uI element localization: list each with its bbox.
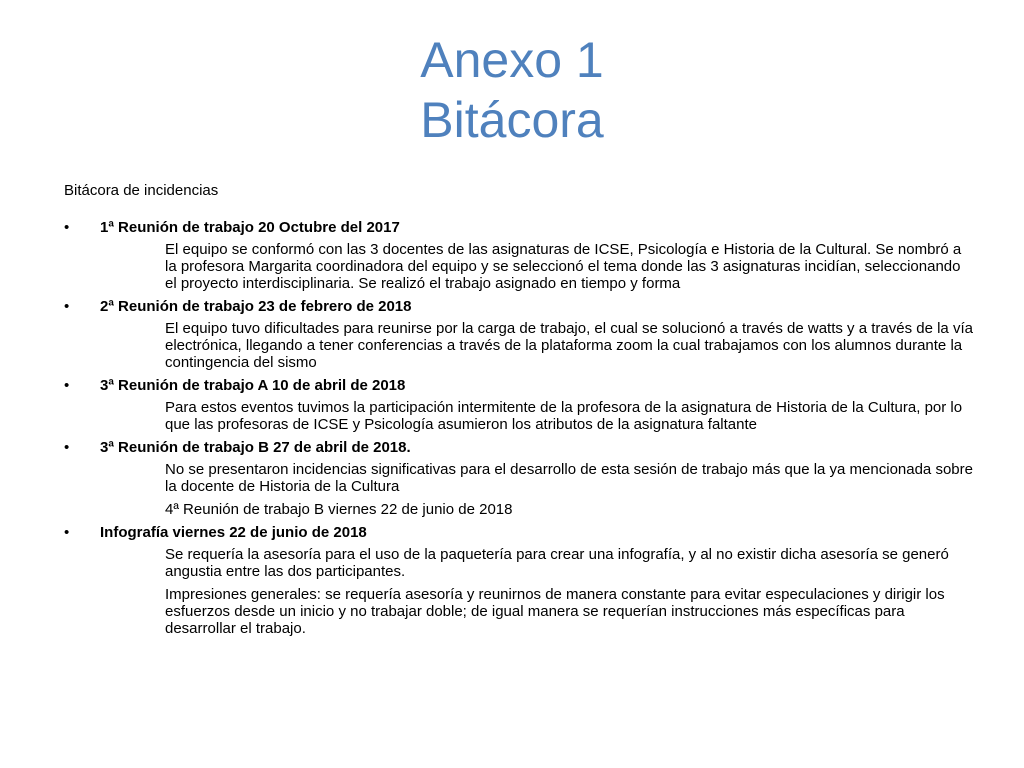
entry-heading	[64, 439, 974, 456]
title-line-1: Anexo 1	[420, 32, 604, 88]
entry-heading	[64, 298, 974, 315]
entry-heading-text: 2ª Reunión de trabajo 23 de febrero de 2018	[100, 298, 412, 315]
log-entry	[64, 439, 974, 518]
intro-text: Bitácora de incidencias	[64, 182, 219, 199]
entry-heading-text: 3ª Reunión de trabajo A 10 de abril de 2018	[100, 377, 406, 394]
entry-heading-text: 3ª Reunión de trabajo B 27 de abril de 2018.	[100, 439, 411, 456]
entry-paragraph: 4ª Reunión de trabajo B viernes 22 de junio de 2018	[165, 501, 513, 518]
bullet-icon: •	[64, 298, 70, 315]
bullet-icon: •	[64, 219, 70, 236]
entry-heading	[64, 524, 974, 541]
entry-paragraph: Se requería la asesoría para el uso de la paquetería para crear una infografía, y al no existir dicha asesoría se generó angustia entre las dos participantes.	[165, 546, 949, 580]
log-entry	[64, 219, 974, 292]
entry-heading	[64, 219, 974, 236]
entry-paragraph: El equipo se conformó con las 3 docentes de las asignaturas de ICSE, Psicología e Historia de la Cultural. Se nombró a la profesora Margarita coordinadora del equipo y se seleccionó el tema donde las 3 asignaturas incidían, seleccionando el proyecto interdisciplinaria. Se realizó el trabajo asignado en tiempo y forma	[165, 241, 962, 292]
log-entry	[64, 524, 974, 637]
slide-body	[64, 182, 974, 643]
slide-title	[0, 30, 1024, 150]
bullet-icon: •	[64, 439, 70, 456]
entry-paragraph: No se presentaron incidencias significativas para el desarrollo de esta sesión de trabajo más que la ya mencionada sobre la docente de Historia de la Cultura	[165, 461, 973, 495]
entry-paragraph: Impresiones generales: se requería asesoría y reunirnos de manera constante para evitar especulaciones y dirigir los esfuerzos desde un inicio y no trabajar doble; de igual manera se requerían instrucciones más específicas para desarrollar el trabajo.	[165, 586, 945, 637]
bullet-icon: •	[64, 377, 70, 394]
log-entry	[64, 377, 974, 433]
entry-paragraph: El equipo tuvo dificultades para reunirse por la carga de trabajo, el cual se solucionó a través de watts y a través de la vía electrónica, llegando a tener conferencias a través de la plataforma zoom la cual trabajamos con los alumnos durante la contingencia del sismo	[165, 320, 973, 371]
title-line-2: Bitácora	[420, 92, 604, 148]
bullet-icon: •	[64, 524, 70, 541]
entry-heading-text: 1ª Reunión de trabajo 20 Octubre del 2017	[100, 219, 400, 236]
entry-paragraph: Para estos eventos tuvimos la participación intermitente de la profesora de la asignatura de Historia de la Cultura, por lo que las profesoras de ICSE y Psicología asumieron los atributos de la asignatura faltante	[165, 399, 963, 433]
entry-heading	[64, 377, 974, 394]
log-entry	[64, 298, 974, 371]
entry-heading-text: Infografía viernes 22 de junio de 2018	[100, 524, 367, 541]
